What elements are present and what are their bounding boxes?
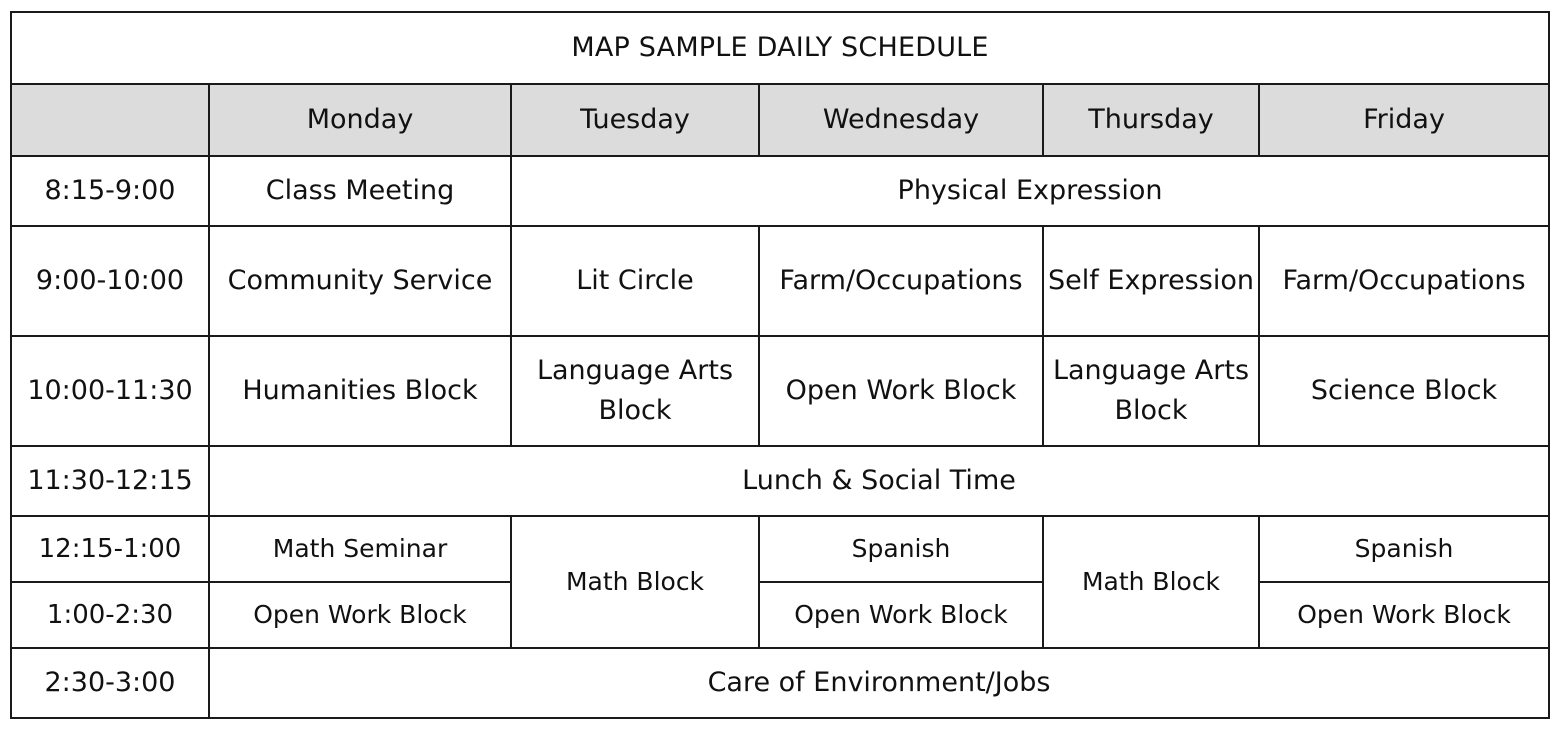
- schedule-row: [11, 226, 1549, 336]
- activity-cell-monday: Open Work Block: [209, 582, 511, 648]
- activity-cell-all-days: Lunch & Social Time: [209, 446, 1549, 516]
- activity-cell-wednesday: Open Work Block: [759, 582, 1043, 648]
- activity-cell-tuesday: Math Block: [511, 516, 759, 648]
- day-header-row: [11, 84, 1549, 156]
- schedule-row: [11, 336, 1549, 446]
- activity-cell-friday: Farm/Occupations: [1259, 226, 1549, 336]
- activity-cell-thursday: Language Arts Block: [1043, 336, 1259, 446]
- schedule-title: MAP SAMPLE DAILY SCHEDULE: [11, 12, 1549, 84]
- schedule-row: [11, 648, 1549, 718]
- activity-cell-friday: Science Block: [1259, 336, 1549, 446]
- day-header-tuesday: Tuesday: [511, 84, 759, 156]
- activity-cell-thursday: Math Block: [1043, 516, 1259, 648]
- schedule-row: [11, 582, 1549, 648]
- day-header-thursday: Thursday: [1043, 84, 1259, 156]
- time-cell: 12:15-1:00: [11, 516, 209, 582]
- activity-cell-all-days: Care of Environment/Jobs: [209, 648, 1549, 718]
- activity-cell-wednesday: Spanish: [759, 516, 1043, 582]
- activity-cell-friday: Spanish: [1259, 516, 1549, 582]
- schedule-row: [11, 516, 1549, 582]
- schedule-row: [11, 156, 1549, 226]
- day-header-wednesday: Wednesday: [759, 84, 1043, 156]
- time-cell: 9:00-10:00: [11, 226, 209, 336]
- corner-header-cell: [11, 84, 209, 156]
- day-header-monday: Monday: [209, 84, 511, 156]
- time-cell: 8:15-9:00: [11, 156, 209, 226]
- activity-cell-wednesday: Farm/Occupations: [759, 226, 1043, 336]
- activity-cell-monday: Community Service: [209, 226, 511, 336]
- activity-cell-wednesday: Open Work Block: [759, 336, 1043, 446]
- time-cell: 2:30-3:00: [11, 648, 209, 718]
- time-cell: 10:00-11:30: [11, 336, 209, 446]
- activity-cell-thursday: Self Expression: [1043, 226, 1259, 336]
- time-cell: 1:00-2:30: [11, 582, 209, 648]
- activity-cell-friday: Open Work Block: [1259, 582, 1549, 648]
- schedule-table: [10, 11, 1550, 719]
- activity-cell-monday: Humanities Block: [209, 336, 511, 446]
- schedule-row: [11, 446, 1549, 516]
- day-header-friday: Friday: [1259, 84, 1549, 156]
- activity-cell-tuesday: Language Arts Block: [511, 336, 759, 446]
- activity-cell-monday: Class Meeting: [209, 156, 511, 226]
- time-cell: 11:30-12:15: [11, 446, 209, 516]
- activity-cell-tue-fri: Physical Expression: [511, 156, 1549, 226]
- activity-cell-monday: Math Seminar: [209, 516, 511, 582]
- activity-cell-tuesday: Lit Circle: [511, 226, 759, 336]
